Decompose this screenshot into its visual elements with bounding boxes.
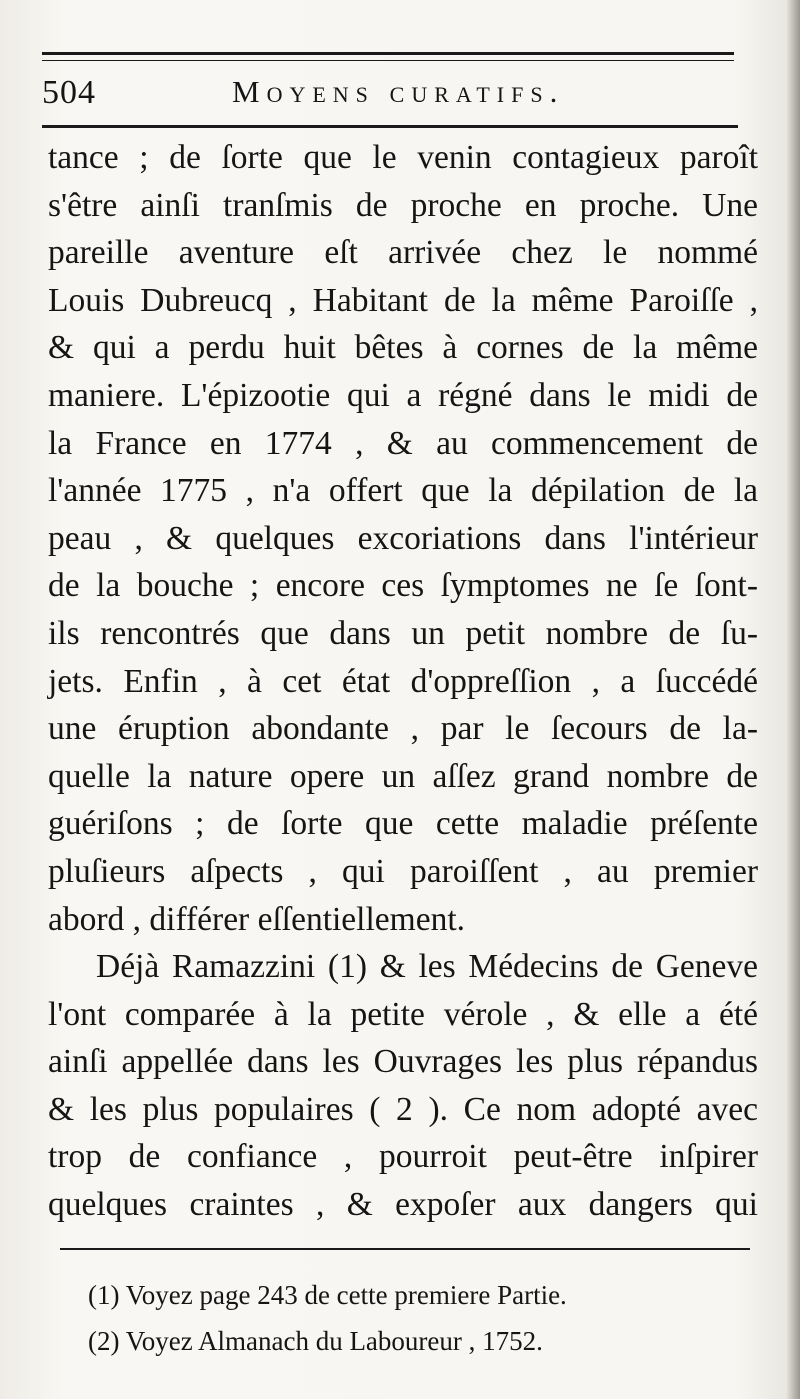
top-rule [42,52,734,55]
footnote-2: (2) Voyez Almanach du Laboureur , 1752. [88,1326,543,1356]
text-line: guériſons ; de ſorte que cette maladie préſente [48,805,758,843]
text-line: quelques craintes , & expoſer aux dangers qui [48,1186,758,1224]
footnote-rule [60,1248,750,1250]
text-line: ils rencontrés que dans un petit nombre de ſu- [48,614,758,652]
running-title: Moyens curatifs. [232,74,565,109]
text-line: une éruption abondante , par le ſecours de la- [48,710,758,748]
text-line: abord , différer eſſentiellement. [48,900,466,938]
text-line: peau , & quelques excoriations dans l'intérieur [48,519,758,557]
text-line: Louis Dubreucq , Habitant de la même Paroiſſe , [48,281,758,319]
text-line: de la bouche ; encore ces ſymptomes ne ſe ſont- [48,567,758,605]
footnote-1: (1) Voyez page 243 de cette premiere Partie. [88,1280,567,1310]
header-rule [42,125,738,128]
text-line: la France en 1774 , & au commencement de [48,424,758,462]
text-line: & les plus populaires ( 2 ). Ce nom adopté avec [48,1090,758,1128]
text-line: l'année 1775 , n'a offert que la dépilation de la [48,472,758,510]
text-line: s'être ainſi tranſmis de proche en proche. Une [48,186,758,224]
page-number: 504 [42,74,96,111]
footnotes [88,1272,748,1364]
text-line: maniere. L'épizootie qui a régné dans le midi de [48,376,758,414]
text-line: l'ont comparée à la petite vérole , & elle a été [48,995,758,1033]
text-line: Déjà Ramazzini (1) & les Médecins de Geneve [96,948,758,986]
text-line: quelle la nature opere un aſſez grand nombre de [48,757,758,795]
text-line: tance ; de ſorte que le venin contagieux paroît [48,139,758,176]
text-line: trop de confiance , pourroit peut-être inſpirer [48,1138,758,1176]
text-line: ainſi appellée dans les Ouvrages les plus répandus [48,1043,758,1081]
page-header [42,72,738,118]
text-line: pareille aventure eſt arrivée chez le nommé [48,234,758,272]
text-line: pluſieurs aſpects , qui paroiſſent , au premier [48,852,758,890]
text-line: jets. Enfin , à cet état d'oppreſſion , a ſuccédé [48,662,758,700]
body-text [48,134,758,1229]
text-line: & qui a perdu huit bêtes à cornes de la même [48,329,758,367]
top-rule-thin [42,60,734,61]
